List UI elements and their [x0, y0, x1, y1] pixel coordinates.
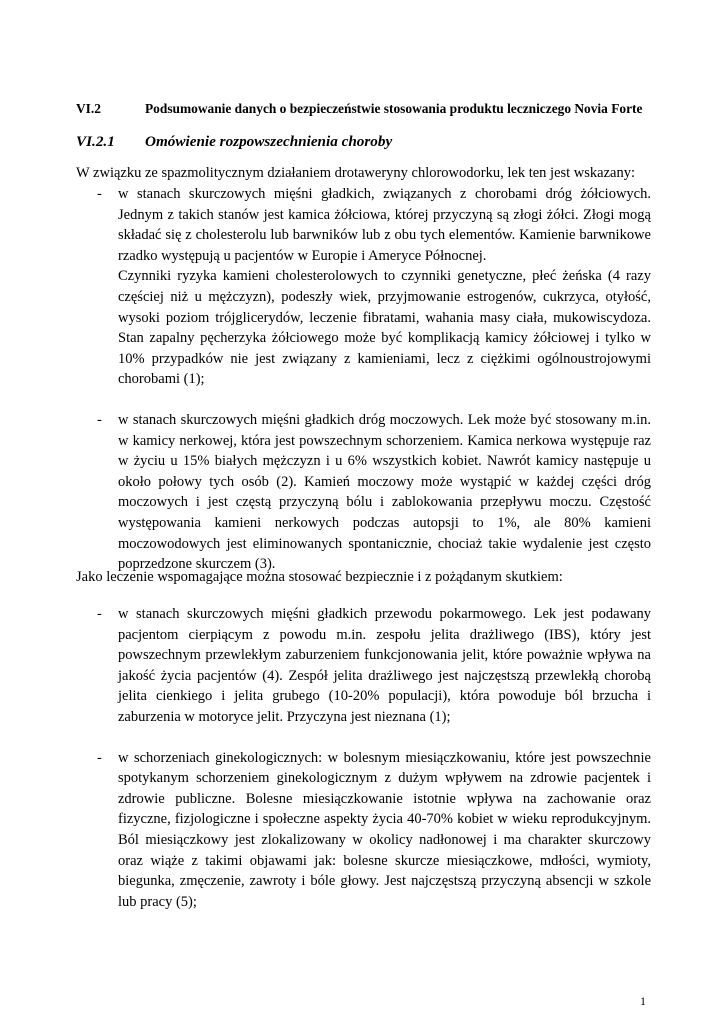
- list-marker: -: [97, 749, 102, 766]
- subsection-title: Omówienie rozpowszechnienia choroby: [145, 133, 393, 150]
- list-marker: -: [97, 186, 102, 202]
- list-item: [76, 748, 651, 913]
- list-item-text: w stanach skurczowych mięśni gładkich dróg moczowych. Lek może być stosowany m.in. w kamicy nerkowej, która jest powszechnym schorzeniem. Kamica nerkowa występuje raz w życiu u 15% białych mężczyzn i u 6% wszystkich kobiet. Nawrót kamicy następuje u około połowy tych osób (2). Kamień moczowy może wystąpić w każdej części dróg moczowych i jest częstą przyczyną bólu i zablokowania przepływu moczu. Częstość występowania kamieni nerkowych podczas autopsji to 1%, ale 80% kamieni moczowodowych jest eliminowanych spontanicznie, chociaż takie wydalenie jest często poprzedzone skurczem (3).: [118, 411, 651, 573]
- list-marker: -: [97, 411, 102, 428]
- section-heading: [76, 101, 642, 117]
- page-number: 1: [640, 994, 646, 1008]
- list-item: [76, 410, 651, 575]
- section-title: Podsumowanie danych o bezpieczeństwie stosowania produktu leczniczego Novia Forte: [145, 101, 643, 116]
- list-item-text: Czynniki ryzyka kamieni cholesterolowych to czynniki genetyczne, płeć żeńska (4 razy częściej niż u mężczyzn), podeszły wiek, przyjmowanie estrogenów, cukrzyca, otyłość, wysoki poziom trójglicerydów, leczenie fibratami, wahania masy ciała, mukowiscydoza. Stan zapalny pęcherzyka żółciowego może być komplikacją kamicy żółciowej i tylko w 10% przypadków nie jest związany z kamieniami, lecz z ciężkimi ogólnoustrojowymi chorobami (1);: [118, 268, 651, 388]
- supportive-intro-paragraph: Jako leczenie wspomagające można stosować bezpiecznie i z pożądanym skutkiem:: [76, 569, 563, 585]
- list-item-text: w stanach skurczowych mięśni gładkich przewodu pokarmowego. Lek jest podawany pacjentom cierpiącym z powodu m.in. zespołu jelita drażliwego (IBS), który jest powszechnym przewlekłym zaburzeniem funkcjonowania jelit, które poważnie wpływa na jakość życia pacjentów (4). Zespół jelita drażliwego jest najczęstszą przewlekłą chorobą jelita cienkiego i jelita grubego (10-20% populacji), która powoduje ból brzucha i zaburzenia w motoryce jelit. Przyczyna jest nieznana (1);: [118, 606, 651, 725]
- section-number: VI.2: [76, 101, 101, 116]
- list-item-text: w stanach skurczowych mięśni gładkich, związanych z chorobami dróg żółciowych. Jednym z takich stanów jest kamica żółciowa, której przyczyną są złogi żółci. Złogi mogą składać się z cholesterolu lub barwników lub z obu tych elementów. Kamienie barwnikowe rzadko występują u pacjentów w Europie i Ameryce Północnej.: [118, 186, 651, 264]
- intro-paragraph: W związku ze spazmolitycznym działaniem drotaweryny chlorowodorku, lek ten jest wskazany:: [76, 165, 636, 181]
- list-marker: -: [97, 606, 102, 622]
- list-item: [76, 184, 651, 390]
- subsection-number: VI.2.1: [76, 133, 115, 150]
- supportive-list: [76, 604, 651, 912]
- list-item: [76, 604, 651, 728]
- subsection-heading: [76, 133, 392, 151]
- indications-list: [76, 184, 651, 575]
- list-item-text: w schorzeniach ginekologicznych: w bolesnym miesiączkowaniu, które jest powszechnie spotykanym schorzeniem ginekologicznym z dużym wpływem na zdrowie pacjentek i zdrowie publiczne. Bolesne miesiączkowanie istotnie wpływa na zachowanie oraz fizyczne, fizjologiczne i społeczne aspekty życia 40-70% kobiet w wieku reprodukcyjnym. Ból miesiączkowy jest zlokalizowany w okolicy nadłonowej i ma charakter skurczowy oraz wiąże z takimi objawami jak: bolesne skurcze miesiączkowe, mdłości, wymioty, biegunka, zmęczenie, zawroty i bóle głowy. Jest najczęstszą przyczyną absencji w szkole lub pracy (5);: [118, 749, 651, 910]
